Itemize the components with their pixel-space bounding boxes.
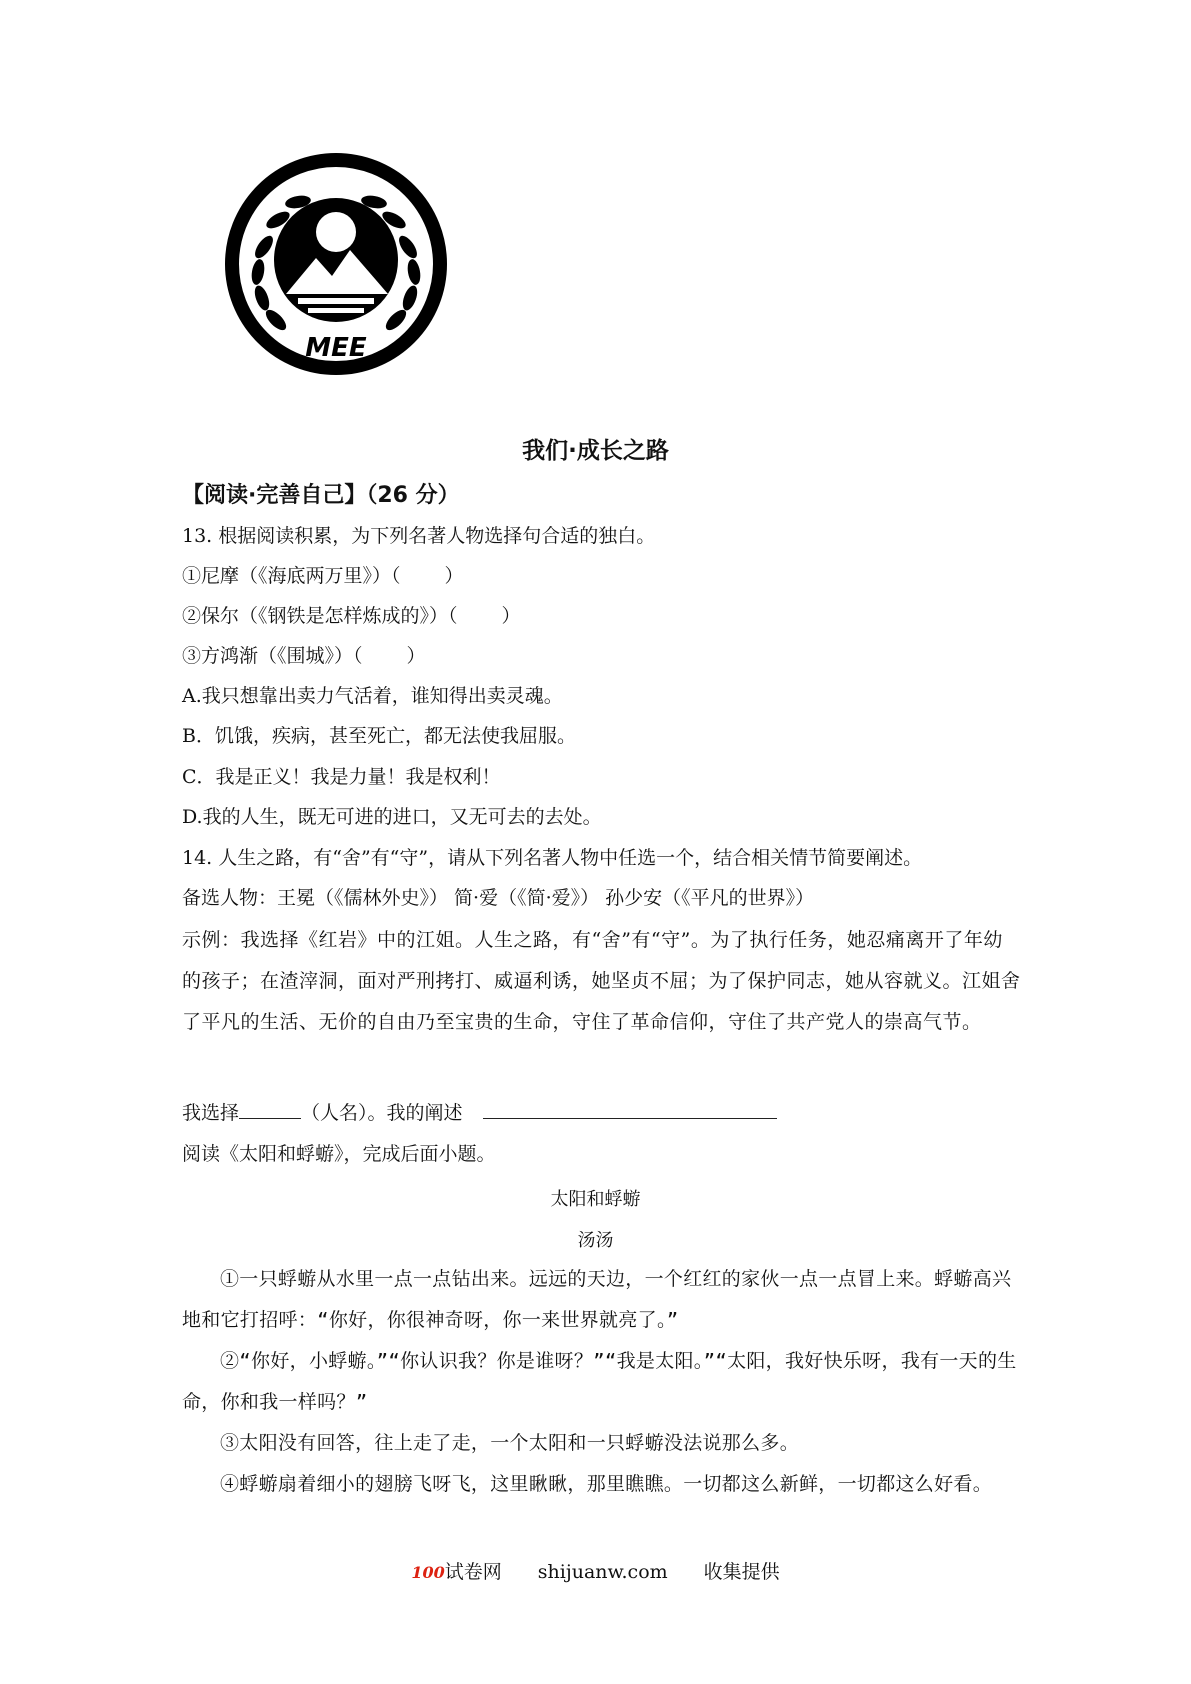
reading-intro: 阅读《太阳和蜉蝣》，完成后面小题。 xyxy=(182,1143,496,1165)
close-paren: ） xyxy=(406,645,426,667)
story-paragraph-2: ②“你好，小蜉蝣。”“你认识我？你是谁呀？”“我是太阳。”“太阳，我好快乐呀，我有一天的生命，你和我一样吗？” xyxy=(182,1350,1017,1413)
section-title: 我们·成长之路 xyxy=(522,438,669,464)
close-paren: ） xyxy=(444,565,464,587)
close-paren: ） xyxy=(501,605,521,627)
q13-item-2-text: ②保尔（《钢铁是怎样炼成的》）（ xyxy=(182,605,458,627)
q13-item-1-text: ①尼摩（《海底两万里》）（ xyxy=(182,565,401,587)
brand-number: 100 xyxy=(411,1563,445,1582)
mee-emblem-logo xyxy=(224,152,448,376)
answer-prefix: 我选择 xyxy=(182,1102,240,1124)
q13-item-1 xyxy=(182,564,464,588)
q14-answer-line xyxy=(182,1100,777,1125)
answer-mid: （人名）。我的阐述 xyxy=(301,1102,463,1124)
name-blank[interactable] xyxy=(239,1100,301,1119)
provided-text: 收集提供 xyxy=(703,1561,780,1583)
q13-item-3 xyxy=(182,644,426,668)
section-heading: 【阅读·完善自己】（26 分） xyxy=(182,483,460,508)
q13-item-2 xyxy=(182,604,521,628)
q14-stem: 14. 人生之路，有“舍”有“守”，请从下列名著人物中任选一个，结合相关情节简要阐述。 xyxy=(182,847,923,869)
story-author: 汤汤 xyxy=(577,1230,614,1251)
q13-option-d: D.我的人生，既无可进的进口，又无可去的去处。 xyxy=(182,806,602,828)
q13-option-a: A.我只想靠出卖力气活着，谁知得出卖灵魂。 xyxy=(182,685,563,707)
q13-item-3-text: ③方鸿渐（《围城》）（ xyxy=(182,645,363,667)
logo-text: MEE xyxy=(305,333,367,363)
story-title: 太阳和蜉蝣 xyxy=(550,1189,641,1210)
q14-example: 示例：我选择《红岩》中的江姐。人生之路，有“舍”有“守”。为了执行任务，她忍痛离开了年幼的孩子；在渣滓洞，面对严刑拷打、威逼利诱，她坚贞不屈；为了保护同志，她从容就义。江姐舍了平凡的生活、无价的自由乃至宝贵的生命，守住了革命信仰，守住了共产党人的崇高气节。 xyxy=(182,929,1021,1033)
q14-candidates: 备选人物：王冕（《儒林外史》） 简·爱（《简·爱》） 孙少安（《平凡的世界》） xyxy=(182,887,815,909)
q13-option-b: B．饥饿，疾病，甚至死亡，都无法使我屈服。 xyxy=(182,725,576,747)
footer xyxy=(0,1557,1191,1584)
q13-option-c: C．我是正义！我是力量！我是权利！ xyxy=(182,766,501,788)
explanation-blank[interactable] xyxy=(483,1100,777,1119)
q13-stem: 13. 根据阅读积累，为下列名著人物选择句合适的独白。 xyxy=(182,525,656,547)
site-link[interactable]: shijuanw.com xyxy=(537,1561,668,1583)
story-paragraph-3: ③太阳没有回答，往上走了走，一个太阳和一只蜉蝣没法说那么多。 xyxy=(220,1432,800,1454)
brand-text: 试卷网 xyxy=(444,1561,502,1583)
story-paragraph-4: ④蜉蝣扇着细小的翅膀飞呀飞，这里瞅瞅，那里瞧瞧。一切都这么新鲜，一切都这么好看。 xyxy=(220,1473,993,1495)
story-paragraph-1: ①一只蜉蝣从水里一点一点钻出来。远远的天边，一个红红的家伙一点一点冒上来。蜉蝣高兴地和它打招呼：“你好，你很神奇呀，你一来世界就亮了。” xyxy=(182,1268,1012,1331)
